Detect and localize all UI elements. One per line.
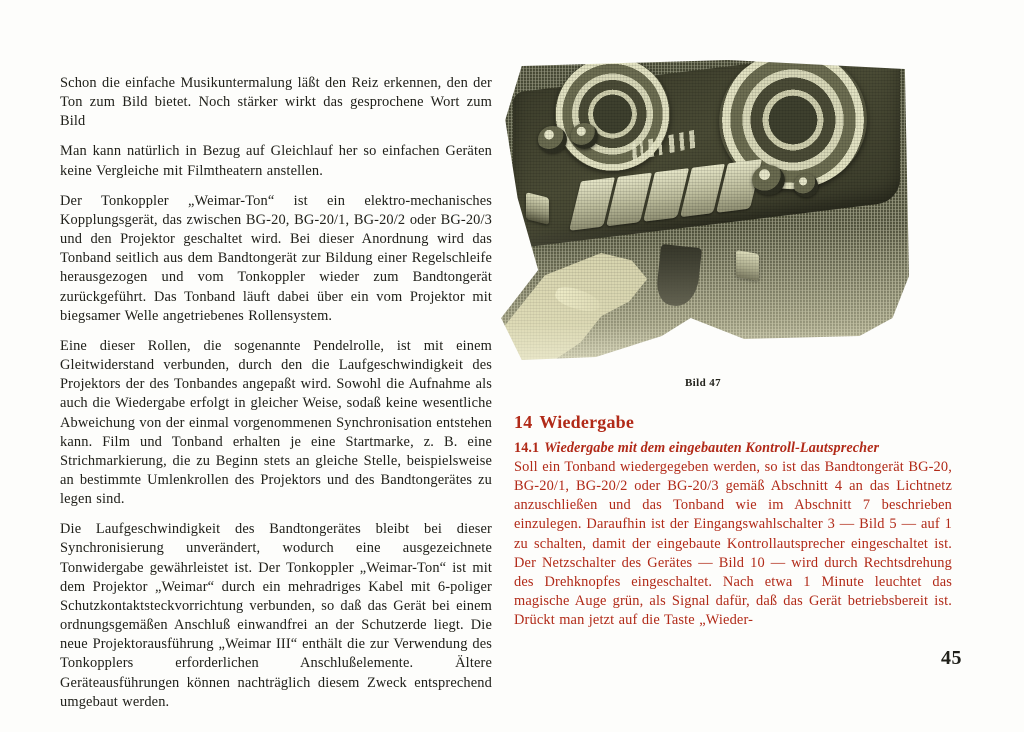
paragraph: Schon die einfache Musikuntermalung läßt den Reiz erkennen, den der Ton zum Bild bietet. Noch stärker wirkt das gesprochene Wort zum Bild <box>60 75 492 130</box>
section-title: Wiedergabe <box>539 412 635 432</box>
subsection-number: 14.1 <box>514 440 540 456</box>
paragraph: Man kann natürlich in Bezug auf Gleichlauf her so einfachen Geräten keine Vergleiche mit Filmtheatern anstellen. <box>60 143 492 179</box>
paragraph: Der Tonkoppler „Weimar-Ton“ ist ein elektro-mechanisches Kopplungsgerät, das zwischen BG-20, BG-20/1, BG-20/2 oder BG-20/3 und den Projektor geschaltet wird. Bei dieser Anordnung wird das Tonband seitlich aus dem Bandtongerät zur Bildung einer Regelschleife herausgezogen und vom Tonkoppler wieder zum Bandtongerät zurückgeführt. Das Tonband läuft dabei über ein vom Projektor mit biegsamer Welle angetriebenes Rollensystem. <box>60 192 492 324</box>
figure-caption: Bild 47 <box>684 377 722 389</box>
left-text-column <box>60 74 492 712</box>
right-text-column <box>514 412 952 630</box>
paragraph: Soll ein Tonband wiedergegeben werden, so ist das Bandtongerät BG-20, BG-20/1, BG-20/2 oder BG-20/3 gemäß Abschnitt 4 an das Lichtnetz anzuschließen und das Tonband wie im Abschnitt 7 beschrieben einzulegen. Daraufhin ist der Eingangswahlschalter 3 — Bild 5 — auf 1 zu schalten, damit der eingebaute Kontrollautsprecher eingeschaltet ist. Der Netzschalter des Gerätes — Bild 10 — wird durch Rechtsdrehung des Drehknopfes eingeschaltet. Nach etwa 1 Minute leuchtet das magische Auge grün, als Signal dafür, daß das Gerät betriebsbereit ist. Drückt man jetzt auf die Taste „Wieder- <box>514 459 952 629</box>
page-number: 45 <box>941 647 962 669</box>
paragraph: Die Laufgeschwindigkeit des Bandtongerätes bleibt bei dieser Synchronisierung unverändert, wodurch eine ausgezeichnete Tonwidergabe gewährleistet ist. Der Tonkoppler „Weimar-Ton“ ist mit dem Projektor „Weimar“ durch ein mehradriges Kabel mit 6-poliger Schutzkontaktsteckvorrichtung verbunden, so daß das Gerät bei einem ordnungsgemäßen Anschluß einwandfrei an der Schutzerde liegt. Die neue Projektorausführung „Weimar III“ enthält die zur Verwendung des Tonkopplers erforderlichen Anschlußelemente. Ältere Geräteausführungen können nachträglich diesem Zweck entsprechend umgebaut werden. <box>60 521 492 710</box>
photo-tone-overlay <box>497 60 909 360</box>
tape-recorder-photo-image <box>497 60 909 360</box>
subsection-heading <box>514 440 952 457</box>
paragraph: Eine dieser Rollen, die sogenannte Pendelrolle, ist mit einem Gleitwiderstand verbunden, durch den die Laufgeschwindigkeit des Projektors der des Tonbandes angepaßt wird. Sowohl die Aufnahme als auch die Wiedergabe erfolgt in gleicher Weise, sodaß keine wesentliche Abweichung von der einmal vorgenommenen Synchronisation entstehen kann. Film und Tonband erhalten je eine Startmarke, z. B. eine Strichmarkierung, die zu Beginn stets an gleiche Stelle, beispielsweise an bestimmte Umlenkrollen des Projektors und des Bandtongerätes zu legen sind. <box>60 337 492 508</box>
subsection-title: Wiedergabe mit dem eingebauten Kontroll-Lautsprecher <box>544 440 880 456</box>
section-number: 14 <box>514 412 533 432</box>
figure-photograph <box>497 60 909 360</box>
section-heading <box>514 412 952 433</box>
